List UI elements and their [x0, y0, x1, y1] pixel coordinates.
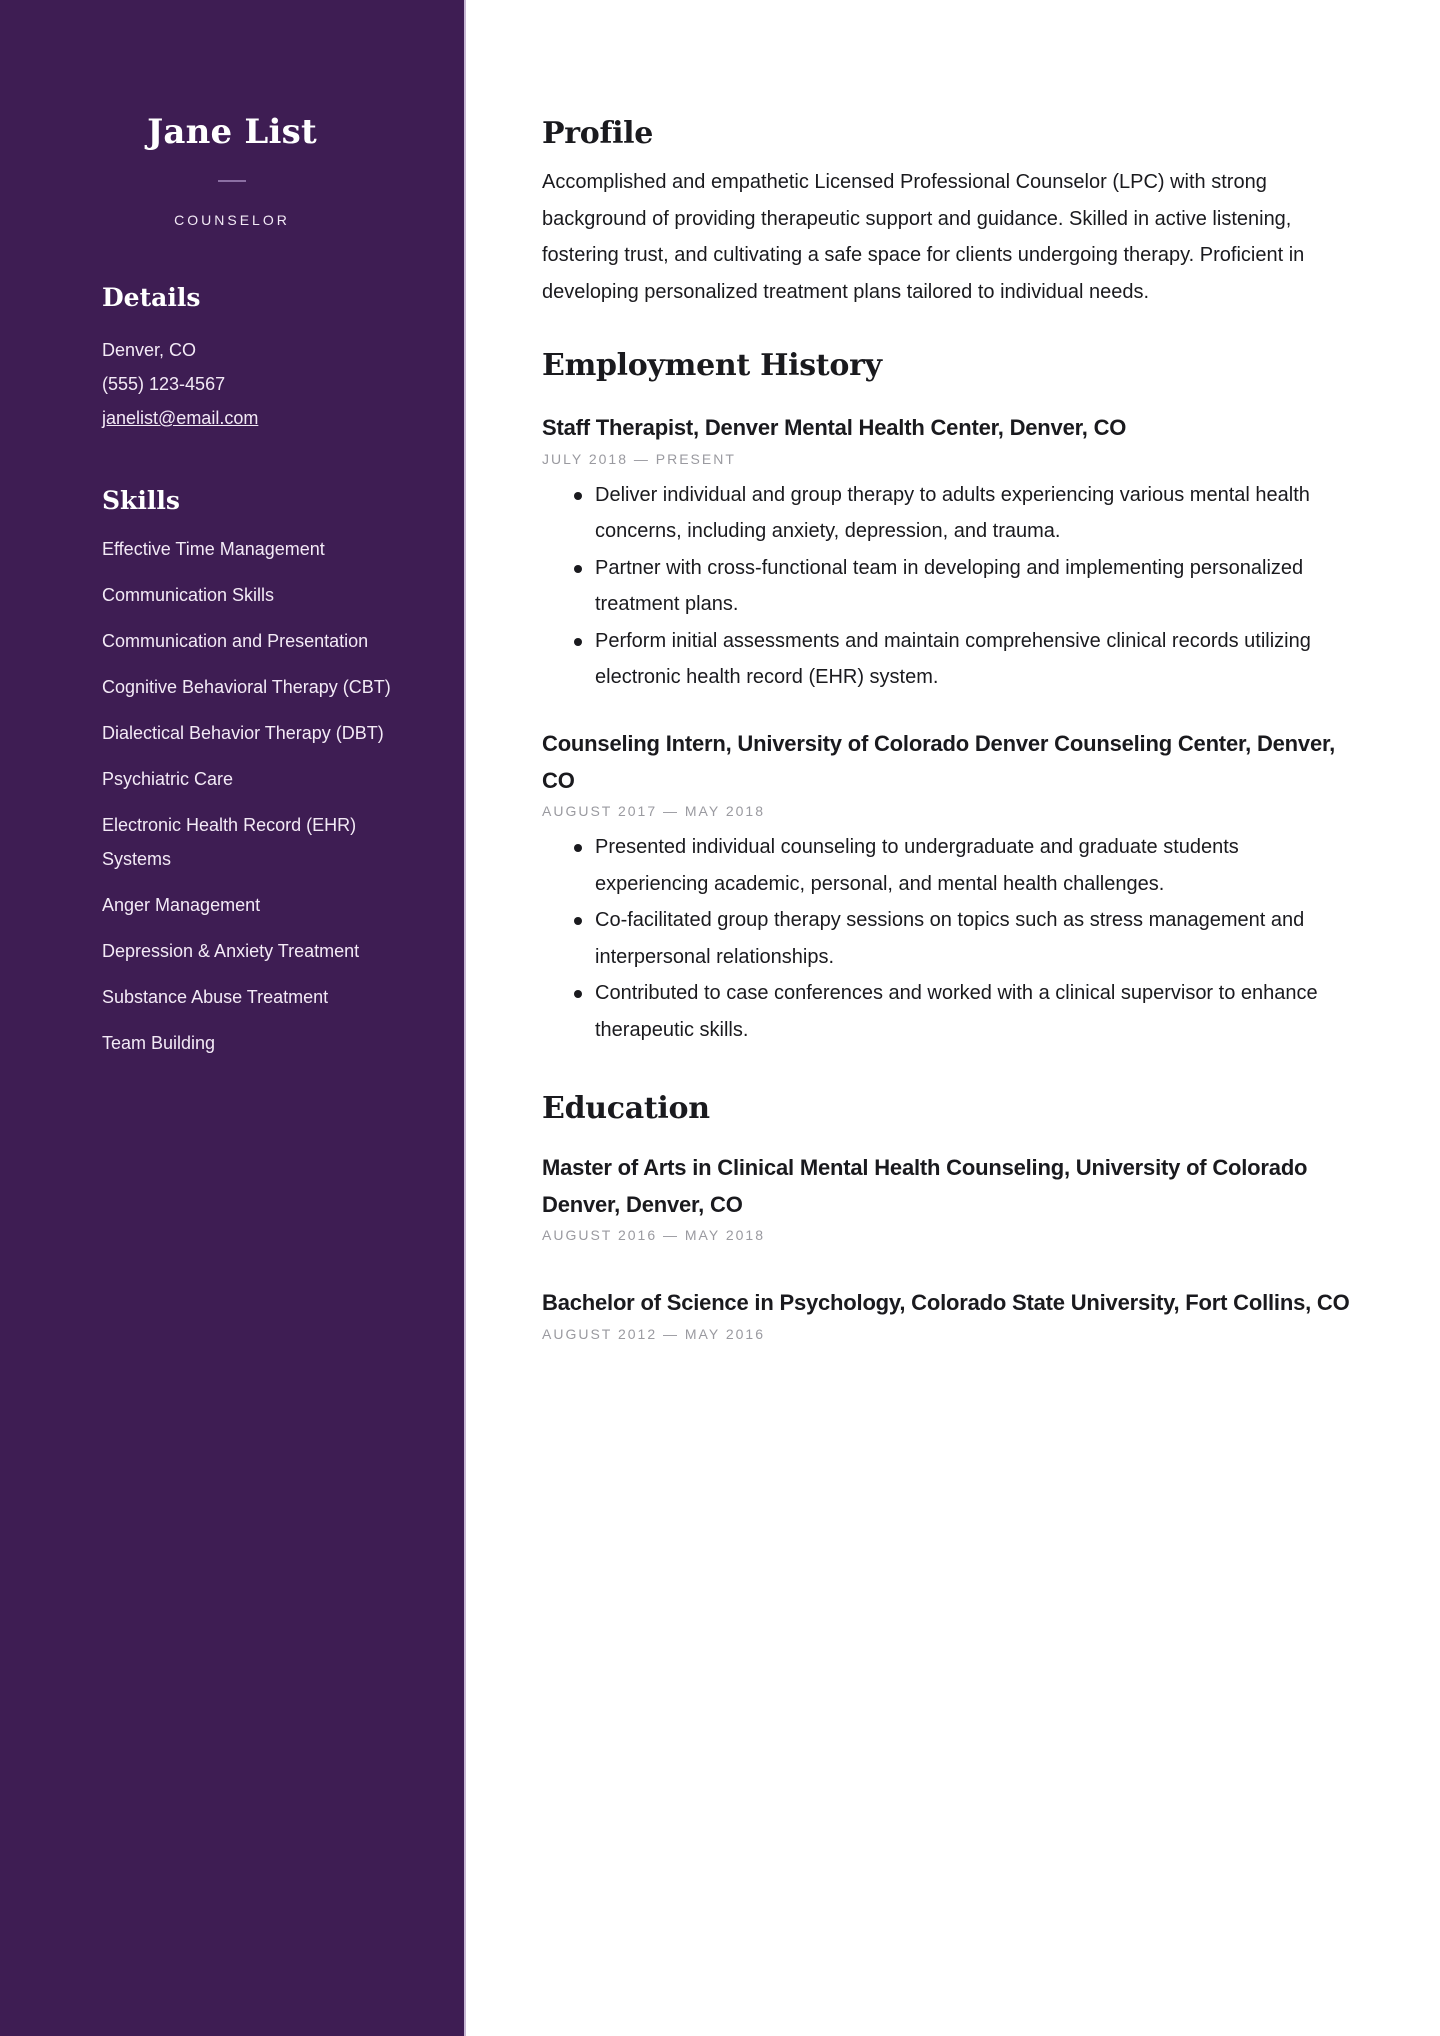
employment-entry [542, 726, 1352, 1048]
bullet-text: Partner with cross-functional team in developing and implementing personalized treatment plans. [595, 556, 1304, 615]
bullet-item [542, 550, 1352, 623]
education-entry [542, 1285, 1352, 1344]
bullet-text: Contributed to case conferences and worked with a clinical supervisor to enhance therapeutic skills. [595, 982, 1318, 1041]
bullet-dot-icon [574, 565, 582, 573]
skill-item: Depression & Anxiety Treatment [102, 941, 360, 961]
skill-item: Psychiatric Care [102, 769, 234, 789]
skill-item: Electronic Health Record (EHR) Systems [102, 815, 357, 869]
education-dates: AUGUST 2016 — MAY 2018 [542, 1227, 765, 1243]
bullet-text: Presented individual counseling to undergraduate and graduate students experiencing academic, personal, and mental health challenges. [595, 836, 1239, 895]
bullet-item [542, 975, 1352, 1048]
skill-item: Communication and Presentation [102, 631, 369, 651]
bullet-dot-icon [574, 917, 582, 925]
bullet-dot-icon [574, 844, 582, 852]
employment-entry [542, 410, 1352, 696]
bullet-item [542, 829, 1352, 902]
bullet-dot-icon [574, 990, 582, 998]
education-heading: Education [542, 1091, 710, 1126]
details-list [102, 333, 402, 435]
skill-item: Communication Skills [102, 585, 275, 605]
employment-bullets [542, 477, 1352, 696]
bullet-dot-icon [574, 492, 582, 500]
education-title: Bachelor of Science in Psychology, Colorado State University, Fort Collins, CO [542, 1290, 1350, 1315]
sidebar [0, 0, 464, 2036]
bullet-item [542, 477, 1352, 550]
bullet-item [542, 902, 1352, 975]
employment-title: Staff Therapist, Denver Mental Health Center, Denver, CO [542, 415, 1127, 440]
employment-dates: JULY 2018 — PRESENT [542, 450, 736, 467]
bullet-text: Deliver individual and group therapy to adults experiencing various mental health concerns, including anxiety, depression, and trauma. [595, 483, 1310, 542]
bullet-text: Perform initial assessments and maintain comprehensive clinical records utilizing electronic health record (EHR) system. [595, 629, 1311, 688]
education-entry [542, 1150, 1352, 1245]
employment-dates: AUGUST 2017 — MAY 2018 [542, 803, 765, 819]
sidebar-edge [464, 0, 466, 2036]
skill-item: Substance Abuse Treatment [102, 987, 329, 1007]
bullet-dot-icon [574, 638, 582, 646]
skill-item: Dialectical Behavior Therapy (DBT) [102, 723, 384, 743]
skill-item: Team Building [102, 1033, 216, 1053]
skills-list [102, 532, 402, 1072]
details-heading: Details [102, 283, 201, 312]
bullet-item [542, 623, 1352, 696]
profile-heading: Profile [542, 116, 654, 151]
details-location: Denver, CO [102, 340, 197, 360]
details-phone: (555) 123-4567 [102, 374, 226, 394]
skill-item: Anger Management [102, 895, 261, 915]
education-dates: AUGUST 2012 — MAY 2016 [542, 1325, 765, 1342]
profile-text: Accomplished and empathetic Licensed Professional Counselor (LPC) with strong background of providing therapeutic support and guidance. Skilled in active listening, fostering trust, and cultivating a safe space for clients undergoing therapy. Proficient in developing personalized treatment plans tailored to individual needs. [542, 171, 1305, 303]
employment-heading: Employment History [542, 348, 882, 383]
skill-item: Cognitive Behavioral Therapy (CBT) [102, 677, 391, 697]
name-divider [218, 180, 246, 182]
candidate-job-title: COUNSELOR [174, 212, 290, 228]
employment-title: Counseling Intern, University of Colorado Denver Counseling Center, Denver, CO [542, 731, 1336, 793]
bullet-text: Co-facilitated group therapy sessions on topics such as stress management and interpersonal relationships. [595, 909, 1305, 968]
skills-heading: Skills [102, 486, 180, 515]
employment-bullets [542, 829, 1352, 1048]
details-email-link[interactable]: janelist@email.com [102, 408, 259, 428]
candidate-name: Jane List [147, 112, 317, 152]
skill-item: Effective Time Management [102, 539, 325, 559]
education-title: Master of Arts in Clinical Mental Health Counseling, University of Colorado Denver, Denver, CO [542, 1155, 1308, 1217]
